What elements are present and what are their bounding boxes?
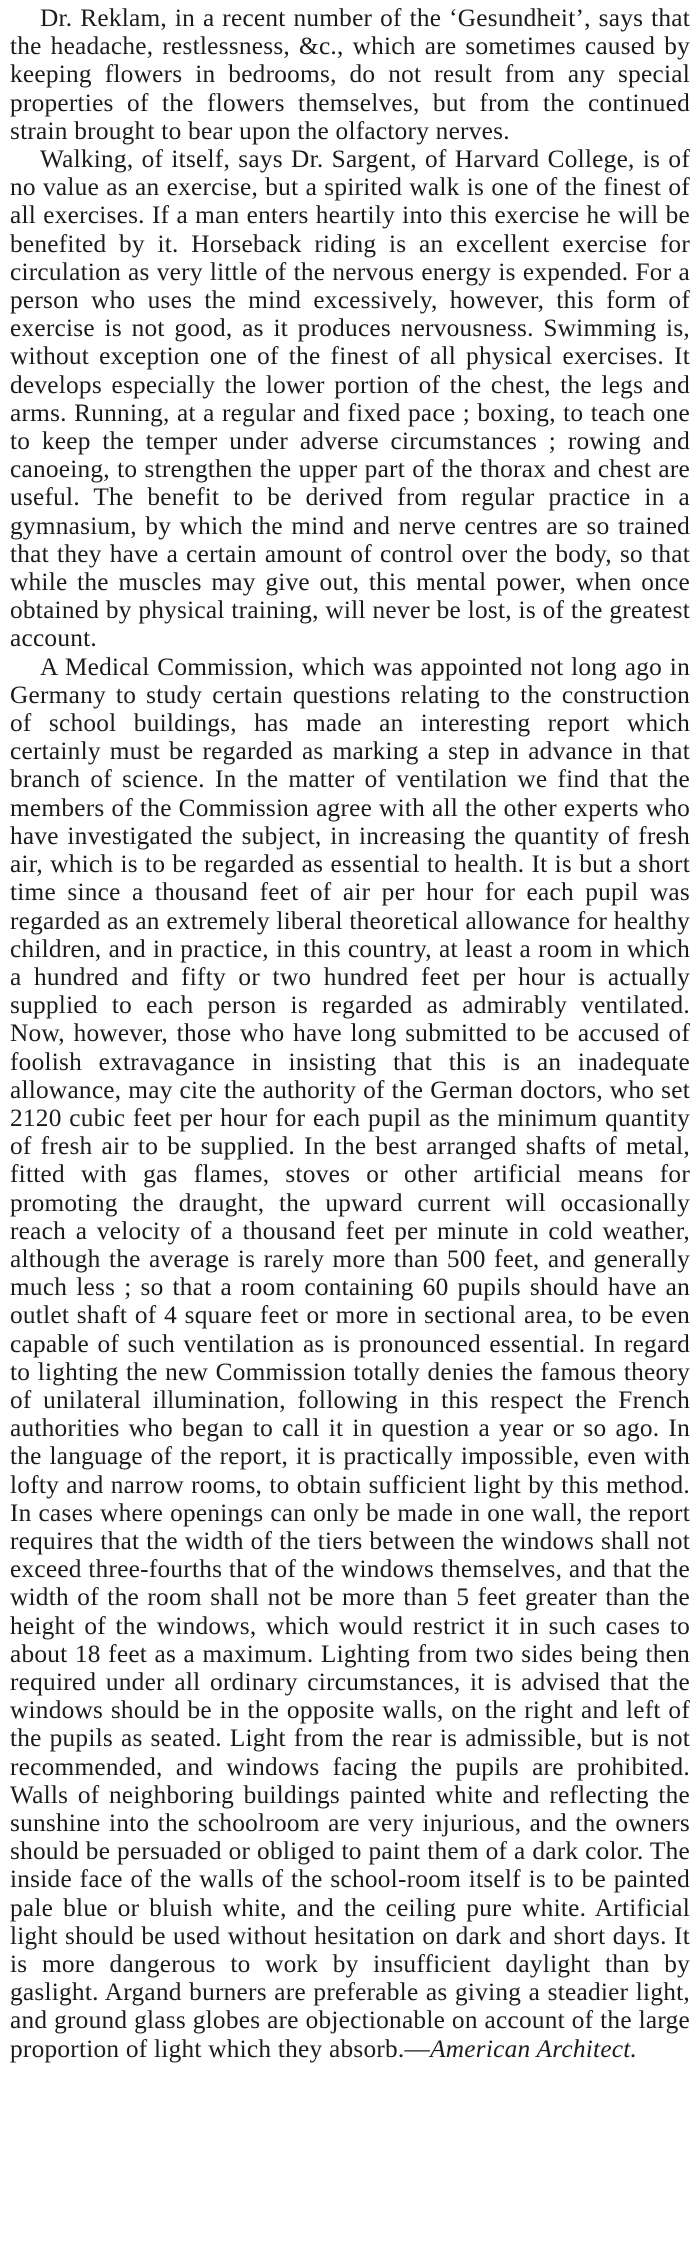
paragraph-school-buildings (10, 653, 690, 2063)
paragraph-exercise: Walking, of itself, says Dr. Sargent, of Harvard College, is of no value as an exercise, but a spirited walk is one of the finest of all exercises. If a man enters heartily into this exercise he will be benefited by it. Horseback riding is an excellent exercise for circulation as very little of the nervous energy is expended. For a person who uses the mind excessively, however, this form of exercise is not good, as it produces nervousness. Swimming is, without exception one of the finest of all physical exercises. It develops especially the lower portion of the chest, the legs and arms. Running, at a regular and fixed pace ; boxing, to teach one to keep the temper under adverse circumstances ; rowing and canoeing, to strengthen the upper part of the thorax and chest are useful. The benefit to be derived from regular practice in a gymnasium, by which the mind and nerve centres are so trained that they have a certain amount of control over the body, so that while the muscles may give out, this mental power, when once obtained by physical training, will never be lost, is of the greatest account. (10, 145, 690, 653)
paragraph-school-buildings-text: A Medical Commission, which was appointed not long ago in Germany to study certain questions relating to the construction of school buildings, has made an interesting report which certainly must be regarded as marking a step in advance in that branch of science. In the matter of ventilation we find that the members of the Commission agree with all the other experts who have investigated the subject, in increasing the quantity of fresh air, which is to be regarded as essential to health. It is but a short time since a thousand feet of air per hour for each pupil was regarded as an extremely liberal theoretical allowance for healthy children, and in practice, in this country, at least a room in which a hundred and fifty or two hundred feet per hour is actually supplied to each person is regarded as admirably ventilated. Now, however, those who have long submitted to be accused of foolish extravagance in insisting that this is an inadequate allowance, may cite the authority of the German doctors, who set 2120 cubic feet per hour for each pupil as the minimum quantity of fresh air to be supplied. In the best arranged shafts of metal, fitted with gas flames, stoves or other artificial means for promoting the draught, the upward current will occasionally reach a velocity of a thousand feet per minute in cold weather, although the average is rarely more than 500 feet, and generally much less ; so that a room containing 60 pupils should have an outlet shaft of 4 square feet or more in sectional area, to be even capable of such ventilation as is pronounced essential. In regard to lighting the new Commission totally denies the famous theory of unilateral illumination, following in this respect the French authorities who began to call it in question a year or so ago. In the language of the report, it is practically impossible, even with lofty and narrow rooms, to obtain sufficient light by this method. In cases where openings can only be made in one wall, the report requires that the width of the tiers between the windows shall not exceed three-fourths that of the windows themselves, and that the width of the room shall not be more than 5 feet greater than the height of the windows, which would restrict it in such cases to about 18 feet as a maximum. Lighting from two sides being then required under all ordinary circumstances, it is advised that the windows should be in the opposite walls, on the right and left of the pupils as seated. Light from the rear is admissible, but is not recommended, and windows facing the pupils are prohibited. Walls of neighboring buildings painted white and reflecting the sunshine into the schoolroom are very injurious, and the owners should be persuaded or obliged to paint them of a dark color. The inside face of the walls of the school-room itself is to be painted pale blue or bluish white, and the ceiling pure white. Artificial light should be used without hesitation on dark and short days. It is more dangerous to work by insufficient daylight than by gaslight. Argand burners are preferable as giving a steadier light, and ground glass globes are objectionable on account of the large proportion of light which they absorb.— (10, 652, 690, 2063)
source-signature: American Architect. (430, 2034, 638, 2063)
paragraph-flowers-in-bedrooms: Dr. Reklam, in a recent number of the ‘Gesundheit’, says that the headache, restlessness, &c., which are sometimes caused by keeping flowers in bedrooms, do not result from any special properties of the flowers themselves, but from the continued strain brought to bear upon the olfactory nerves. (10, 4, 690, 145)
